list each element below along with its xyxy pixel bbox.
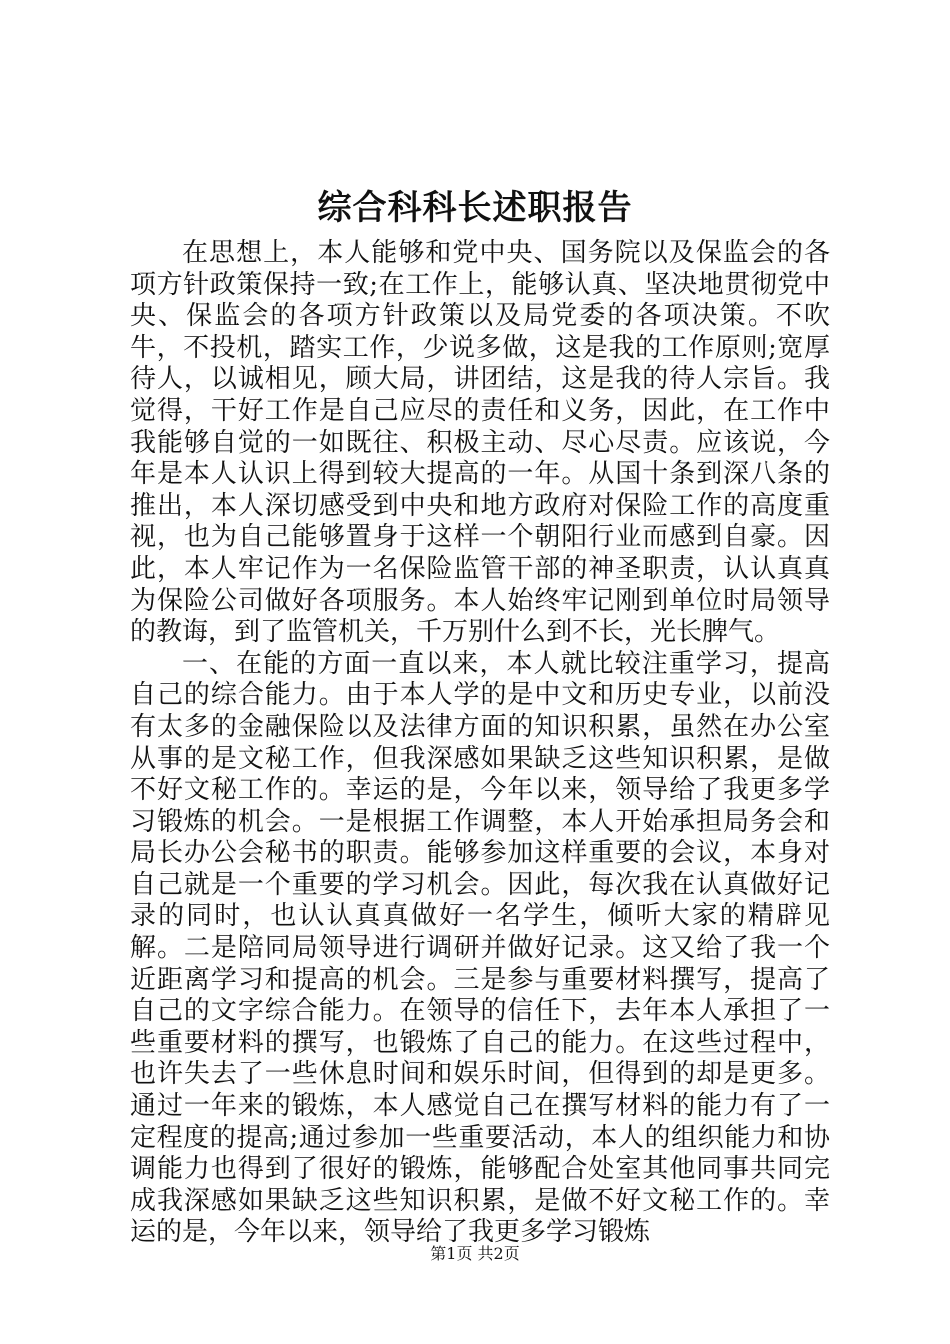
paragraph-2: 一、在能的方面一直以来，本人就比较注重学习，提高自己的综合能力。由于本人学的是中文和历史专业，以前没有太多的金融保险以及法律方面的知识积累，虽然在办公室从事的是文秘工作，但我深感如果缺乏这些知识积累，是做不好文秘工作的。幸运的是，今年以来，领导给了我更多学习锻炼的机会。一是根据工作调整，本人开始承担局务会和局长办公会秘书的职责。能够参加这样重要的会议，本身对自己就是一个重要的学习机会。因此，每次我在认真做好记录的同时，也认认真真做好一名学生，倾听大家的精辟见解。二是陪同局领导进行调研并做好记录。这又给了我一个近距离学习和提高的机会。三是参与重要材料撰写，提高了自己的文字综合能力。在领导的信任下，去年本人承担了一些重要材料的撰写，也锻炼了自己的能力。在这些过程中，也许失去了一些休息时间和娱乐时间，但得到的却是更多。通过一年来的锻炼，本人感觉自己在撰写材料的能力有了一定程度的提高;通过参加一些重要活动，本人的组织能力和协调能力也得到了很好的锻炼，能够配合处室其他同事共同完成我深感如果缺乏这些知识积累，是做不好文秘工作的。幸运的是，今年以来，领导给了我更多学习锻炼	[130, 648, 830, 1248]
page-number: 第1页 共2页	[430, 1244, 520, 1263]
paragraph-1: 在思想上，本人能够和党中央、国务院以及保监会的各项方针政策保持一致;在工作上，能够认真、坚决地贯彻党中央、保监会的各项方针政策以及局党委的各项决策。不吹牛，不投机，踏实工作，少说多做，这是我的工作原则;宽厚待人，以诚相见，顾大局，讲团结，这是我的待人宗旨。我觉得，干好工作是自己应尽的责任和义务，因此，在工作中我能够自觉的一如既往、积极主动、尽心尽责。应该说，今年是本人认识上得到较大提高的一年。从国十条到深八条的推出，本人深切感受到中央和地方政府对保险工作的高度重视，也为自己能够置身于这样一个朝阳行业而感到自豪。因此，本人牢记作为一名保险监管干部的神圣职责，认认真真为保险公司做好各项服务。本人始终牢记刚到单位时局领导的教诲，到了监管机关，千万别什么到不长，光长脾气。	[130, 238, 830, 648]
page-footer	[0, 1243, 950, 1265]
document-title: 综合科科长述职报告	[317, 188, 633, 228]
document-body	[130, 238, 830, 1249]
